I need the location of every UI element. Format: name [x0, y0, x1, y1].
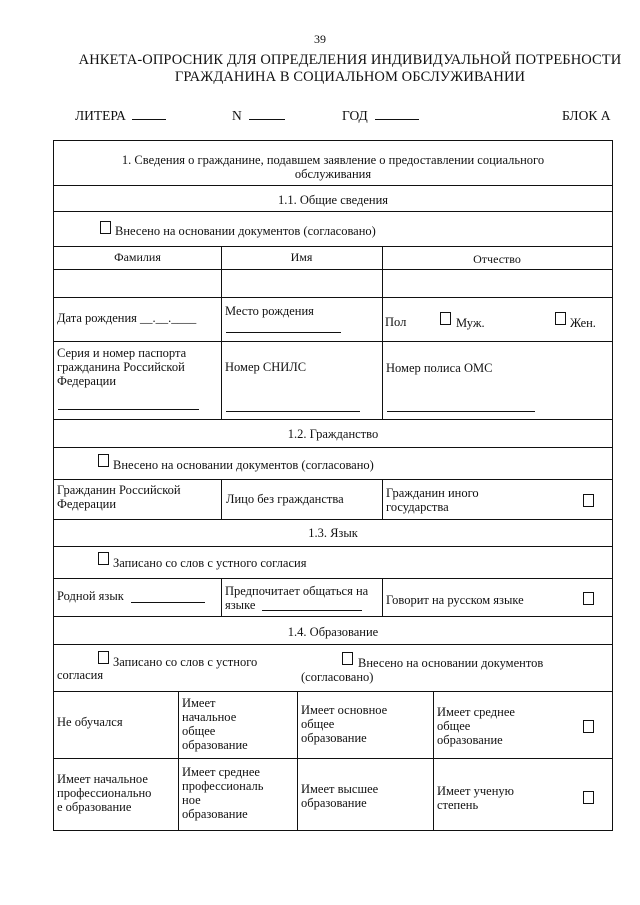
- section1-title-line2: обслуживания: [294, 167, 372, 181]
- education-docs-checkbox[interactable]: [342, 652, 353, 665]
- prefers-language-line2: языке: [225, 598, 256, 612]
- sex-label: Пол: [385, 315, 407, 329]
- patronymic-header: Отчество: [473, 252, 521, 266]
- rule: [54, 447, 612, 448]
- language-title: 1.3. Язык: [308, 526, 358, 540]
- prefers-language-blank[interactable]: [262, 610, 362, 611]
- number-blank[interactable]: [249, 108, 285, 120]
- number-field[interactable]: [232, 108, 285, 124]
- general-docs-checkbox[interactable]: [100, 221, 111, 234]
- snils-blank[interactable]: [226, 411, 360, 412]
- native-language-label: Родной язык: [57, 589, 124, 603]
- rule: [382, 578, 383, 616]
- other-citizen-line1: Гражданин иного: [386, 486, 479, 500]
- rule: [221, 479, 222, 519]
- edu-secondary-checkbox[interactable]: [583, 720, 594, 733]
- rule: [54, 297, 612, 298]
- block-label: БЛОК А: [562, 108, 611, 123]
- sex-female-checkbox[interactable]: [555, 312, 566, 325]
- other-citizen-label: [386, 486, 479, 514]
- edu-primary-prof-line3: е образование: [57, 800, 132, 814]
- edu-higher-label: [301, 782, 378, 810]
- edu-degree-line2: степень: [437, 798, 479, 812]
- edu-primary-prof-line2: профессионально: [57, 786, 152, 800]
- edu-primary-line2: начальное: [182, 710, 237, 724]
- number-label: N: [232, 108, 242, 123]
- form-title-line2: ГРАЖДАНИНА В СОЦИАЛЬНОМ ОБСЛУЖИВАНИИ: [174, 69, 526, 85]
- education-oral-label-line1: Записано со слов с устного: [113, 655, 258, 669]
- name-header: Имя: [290, 250, 313, 264]
- citizen-rf-line1: Гражданин Российской: [57, 483, 181, 497]
- edu-secondary-prof-line3: ное: [182, 793, 201, 807]
- general-info-title: 1.1. Общие сведения: [277, 193, 389, 207]
- edu-secondary-line1: Имеет среднее: [437, 705, 515, 719]
- rule: [297, 691, 298, 830]
- edu-basic-line2: общее: [301, 717, 335, 731]
- section1-title-line1: 1. Сведения о гражданине, подавшем заявление о предоставлении социального: [121, 153, 545, 167]
- snils-label: Номер СНИЛС: [225, 360, 307, 374]
- edu-basic-line3: образование: [301, 731, 367, 745]
- edu-degree-line1: Имеет ученую: [437, 784, 514, 798]
- edu-secondary-prof-label: [182, 765, 263, 821]
- language-oral-label: Записано со слов с устного согласия: [113, 556, 307, 570]
- education-docs-label-line1: Внесено на основании документов: [358, 656, 544, 670]
- rule: [54, 691, 612, 692]
- edu-secondary-prof-line1: Имеет среднее: [182, 765, 260, 779]
- edu-primary-prof-line1: Имеет начальное: [57, 772, 148, 786]
- native-language-blank[interactable]: [131, 602, 205, 603]
- speaks-russian-label: Говорит на русском языке: [386, 593, 524, 607]
- birth-place-blank[interactable]: [226, 332, 341, 333]
- rule: [382, 246, 383, 419]
- citizen-rf-label: [57, 483, 181, 511]
- edu-primary-line3: общее: [182, 724, 216, 738]
- citizenship-docs-checkbox[interactable]: [98, 454, 109, 467]
- rule: [54, 578, 612, 579]
- oms-blank[interactable]: [387, 411, 535, 412]
- edu-secondary-line2: общее: [437, 719, 471, 733]
- rule: [54, 519, 612, 520]
- citizenship-docs-label: Внесено на основании документов (согласовано): [113, 458, 374, 472]
- year-field[interactable]: [342, 108, 419, 124]
- edu-none-label: Не обучался: [57, 715, 123, 729]
- litera-label: ЛИТЕРА: [75, 108, 126, 123]
- citizen-rf-line2: Федерации: [57, 497, 117, 511]
- edu-higher-line2: образование: [301, 796, 367, 810]
- rule: [433, 691, 434, 830]
- other-citizen-line2: государства: [386, 500, 449, 514]
- passport-blank[interactable]: [58, 409, 199, 410]
- rule: [221, 246, 222, 419]
- rule: [221, 578, 222, 616]
- citizenship-title: 1.2. Гражданство: [287, 427, 379, 441]
- form-title: [60, 52, 640, 86]
- edu-secondary-prof-line2: профессиональ: [182, 779, 264, 793]
- questionnaire-table: [53, 140, 613, 831]
- passport-label-line2: гражданина Российской: [57, 360, 185, 374]
- rule: [178, 691, 179, 830]
- edu-basic-label: [301, 703, 387, 745]
- rule: [54, 758, 612, 759]
- edu-degree-label: [437, 784, 514, 812]
- edu-basic-line1: Имеет основное: [301, 703, 388, 717]
- rule: [54, 269, 612, 270]
- edu-secondary-line3: образование: [437, 733, 503, 747]
- language-oral-checkbox[interactable]: [98, 552, 109, 565]
- edu-primary-prof-label: [57, 772, 151, 814]
- prefers-language-line1: Предпочитает общаться на: [225, 584, 369, 598]
- edu-primary-line1: Имеет: [182, 696, 216, 710]
- edu-secondary-label: [437, 705, 515, 747]
- rule: [382, 479, 383, 519]
- speaks-russian-checkbox[interactable]: [583, 592, 594, 605]
- education-oral-checkbox[interactable]: [98, 651, 109, 664]
- page-number: 39: [314, 32, 326, 46]
- year-blank[interactable]: [375, 108, 419, 120]
- litera-field[interactable]: [75, 108, 166, 124]
- passport-label: [57, 346, 186, 388]
- sex-male-label: Муж.: [456, 316, 485, 330]
- rule: [54, 616, 612, 617]
- education-docs-label-line2: (согласовано): [301, 670, 374, 684]
- general-docs-label: Внесено на основании документов (согласовано): [115, 224, 376, 238]
- rule: [54, 211, 612, 212]
- rule: [54, 644, 612, 645]
- sex-male-checkbox[interactable]: [440, 312, 451, 325]
- education-title: 1.4. Образование: [287, 625, 379, 639]
- sex-female-label: Жен.: [570, 316, 596, 330]
- edu-primary-line4: образование: [182, 738, 248, 752]
- rule: [54, 341, 612, 342]
- edu-secondary-prof-line4: образование: [182, 807, 248, 821]
- edu-higher-line1: Имеет высшее: [301, 782, 379, 796]
- other-citizen-checkbox[interactable]: [583, 494, 594, 507]
- education-oral-label-line2: согласия: [57, 668, 104, 682]
- surname-header: Фамилия: [114, 250, 161, 264]
- edu-primary-label: [182, 696, 248, 752]
- section1-title: [54, 153, 612, 181]
- litera-blank[interactable]: [132, 108, 166, 120]
- birth-place-label: Место рождения: [225, 304, 314, 318]
- form-title-line1: АНКЕТА-ОПРОСНИК ДЛЯ ОПРЕДЕЛЕНИЯ ИНДИВИДУАЛЬНОЙ ПОТРЕБНОСТИ: [78, 52, 622, 68]
- edu-degree-checkbox[interactable]: [583, 791, 594, 804]
- oms-label: Номер полиса ОМС: [386, 361, 493, 375]
- prefers-language-label: [225, 584, 368, 612]
- year-label: ГОД: [342, 108, 368, 123]
- rule: [54, 185, 612, 186]
- passport-label-line3: Федерации: [57, 374, 117, 388]
- passport-label-line1: Серия и номер паспорта: [57, 346, 187, 360]
- rule: [54, 546, 612, 547]
- stateless-label: Лицо без гражданства: [226, 492, 344, 506]
- rule: [54, 246, 612, 247]
- rule: [54, 419, 612, 420]
- birth-date-label: Дата рождения __.__.____: [57, 311, 197, 325]
- rule: [54, 479, 612, 480]
